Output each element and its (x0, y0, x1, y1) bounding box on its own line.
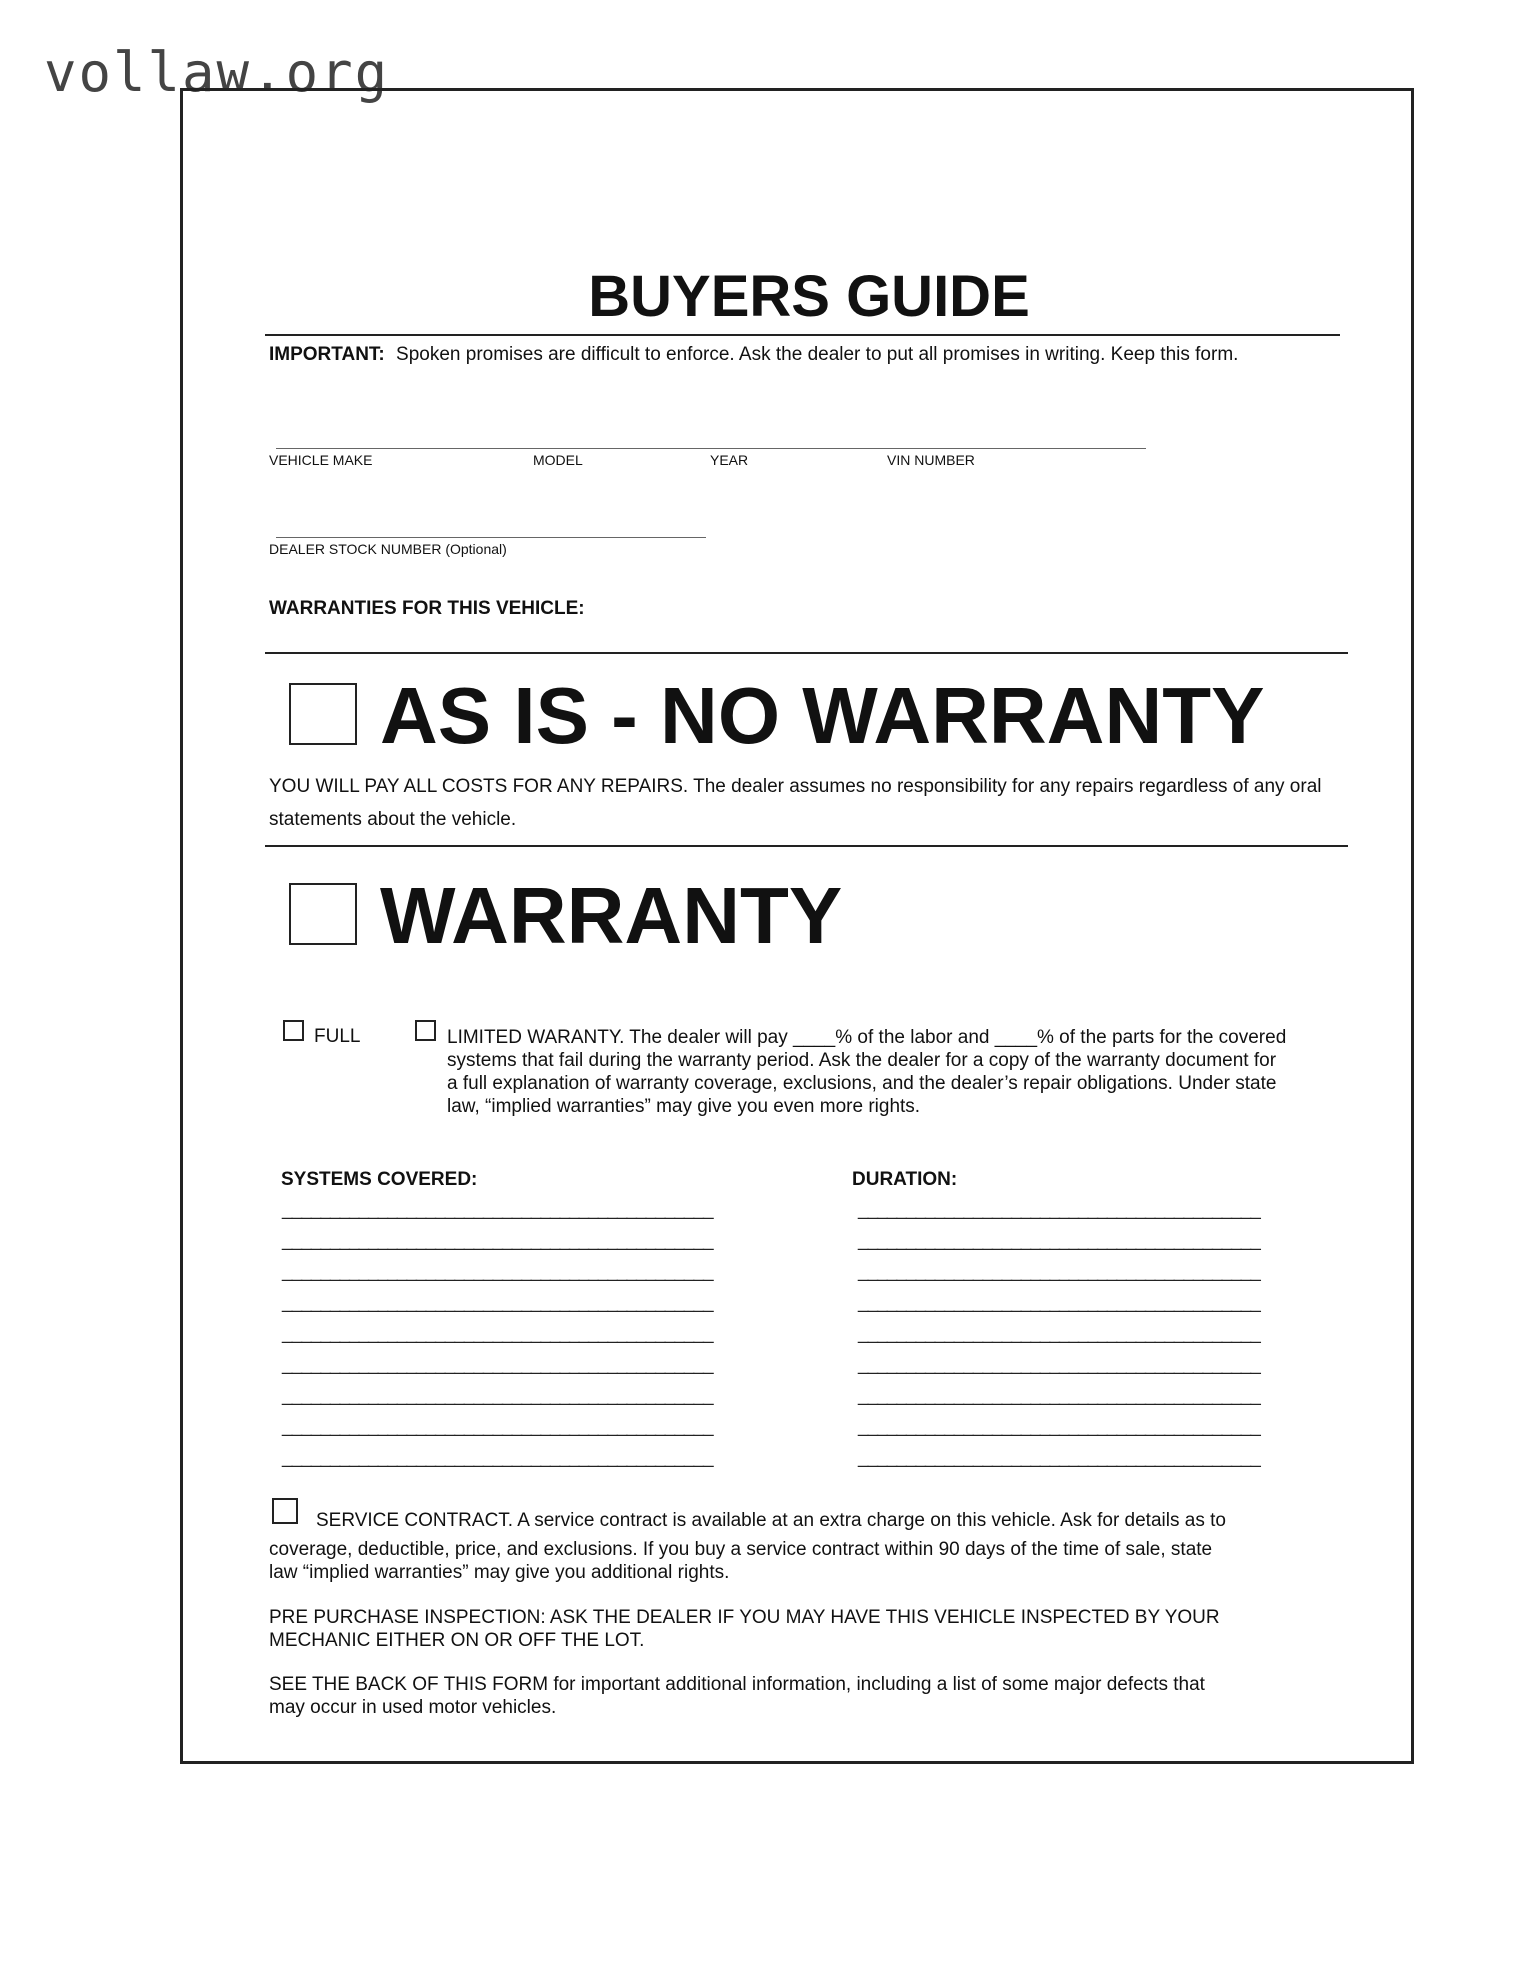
limited-warranty-checkbox[interactable] (415, 1020, 436, 1041)
systems-line[interactable]: _____________________________________________ (282, 1354, 713, 1375)
duration-line[interactable]: __________________________________________ (858, 1261, 1260, 1282)
as-is-rule (265, 845, 1348, 847)
as-is-description: YOU WILL PAY ALL COSTS FOR ANY REPAIRS. The dealer assumes no responsibility for any repairs regardless of any oral statements about the vehicle. (269, 776, 1322, 830)
duration-line[interactable]: __________________________________________ (858, 1292, 1260, 1313)
full-warranty-checkbox[interactable] (283, 1020, 304, 1041)
important-text: Spoken promises are difficult to enforce. Ask the dealer to put all promises in writing. Keep this form. (396, 344, 1239, 365)
service-contract-line-1: SERVICE CONTRACT. A service contract is available at an extra charge on this vehicle. Ask for details as to (316, 1510, 1226, 1531)
limited-warranty-line-2: systems that fail during the warranty period. Ask the dealer for a copy of the warranty document for (447, 1050, 1277, 1071)
duration-line[interactable]: __________________________________________ (858, 1447, 1260, 1468)
warranty-checkbox[interactable] (289, 883, 357, 945)
systems-line[interactable]: _____________________________________________ (282, 1447, 713, 1468)
model-label: MODEL (533, 452, 583, 468)
duration-line[interactable]: __________________________________________ (858, 1354, 1260, 1375)
see-back-notice (269, 1673, 1205, 1719)
systems-line[interactable]: _____________________________________________ (282, 1385, 713, 1406)
dealer-stock-line[interactable] (276, 537, 706, 538)
duration-lines (858, 1194, 1260, 1473)
as-is-heading: AS IS - NO WARRANTY (380, 671, 1265, 760)
pre-purchase-inspection (269, 1606, 1220, 1652)
systems-covered-label: SYSTEMS COVERED: (281, 1169, 478, 1190)
see-back-line-2: may occur in used motor vehicles. (269, 1697, 557, 1718)
see-back-line-1: SEE THE BACK OF THIS FORM for important additional information, including a list of some major defects that (269, 1674, 1205, 1695)
year-label: YEAR (710, 452, 749, 468)
systems-line[interactable]: _____________________________________________ (282, 1199, 713, 1220)
systems-line[interactable]: _____________________________________________ (282, 1416, 713, 1437)
warranties-rule (265, 652, 1348, 654)
full-warranty-label: FULL (314, 1026, 361, 1047)
title-rule (265, 334, 1340, 336)
systems-line[interactable]: _____________________________________________ (282, 1292, 713, 1313)
limited-warranty-text (447, 1026, 1367, 1118)
as-is-checkbox[interactable] (289, 683, 357, 745)
form-title: BUYERS GUIDE (588, 264, 1030, 329)
site-watermark: vollaw.org (44, 41, 390, 104)
limited-warranty-line-4: law, “implied warranties” may give you even more rights. (447, 1096, 921, 1117)
pre-purchase-line-2: MECHANIC EITHER ON OR OFF THE LOT. (269, 1630, 645, 1651)
service-contract-line-3: law “implied warranties” may give you additional rights. (269, 1562, 730, 1583)
duration-line[interactable]: __________________________________________ (858, 1199, 1260, 1220)
dealer-stock-label: DEALER STOCK NUMBER (Optional) (269, 541, 507, 557)
duration-line[interactable]: __________________________________________ (858, 1385, 1260, 1406)
pre-purchase-line-1: PRE PURCHASE INSPECTION: ASK THE DEALER IF YOU MAY HAVE THIS VEHICLE INSPECTED BY YOUR (269, 1607, 1220, 1628)
systems-line[interactable]: _____________________________________________ (282, 1323, 713, 1344)
important-label: IMPORTANT: (269, 344, 385, 365)
duration-line[interactable]: __________________________________________ (858, 1230, 1260, 1251)
warranty-heading: WARRANTY (380, 871, 843, 960)
limited-warranty-line-3: a full explanation of warranty coverage, exclusions, and the dealer’s repair obligations. Under state (447, 1073, 1277, 1094)
duration-line[interactable]: __________________________________________ (858, 1323, 1260, 1344)
service-contract-text (269, 1509, 1226, 1584)
duration-line[interactable]: __________________________________________ (858, 1416, 1260, 1437)
service-contract-line-2: coverage, deductible, price, and exclusions. If you buy a service contract within 90 days of the time of sale, state (269, 1539, 1213, 1560)
limited-warranty-line-1: LIMITED WARANTY. The dealer will pay ____% of the labor and ____% of the parts for the covered (447, 1027, 1287, 1048)
warranties-heading: WARRANTIES FOR THIS VEHICLE: (269, 598, 585, 619)
systems-covered-lines (282, 1194, 713, 1473)
systems-line[interactable]: _____________________________________________ (282, 1230, 713, 1251)
duration-label: DURATION: (852, 1169, 958, 1190)
vehicle-make-label: VEHICLE MAKE (269, 452, 373, 468)
vehicle-info-line[interactable] (276, 448, 1146, 449)
important-notice (269, 344, 1238, 366)
systems-line[interactable]: _____________________________________________ (282, 1261, 713, 1282)
vin-number-label: VIN NUMBER (887, 452, 975, 468)
